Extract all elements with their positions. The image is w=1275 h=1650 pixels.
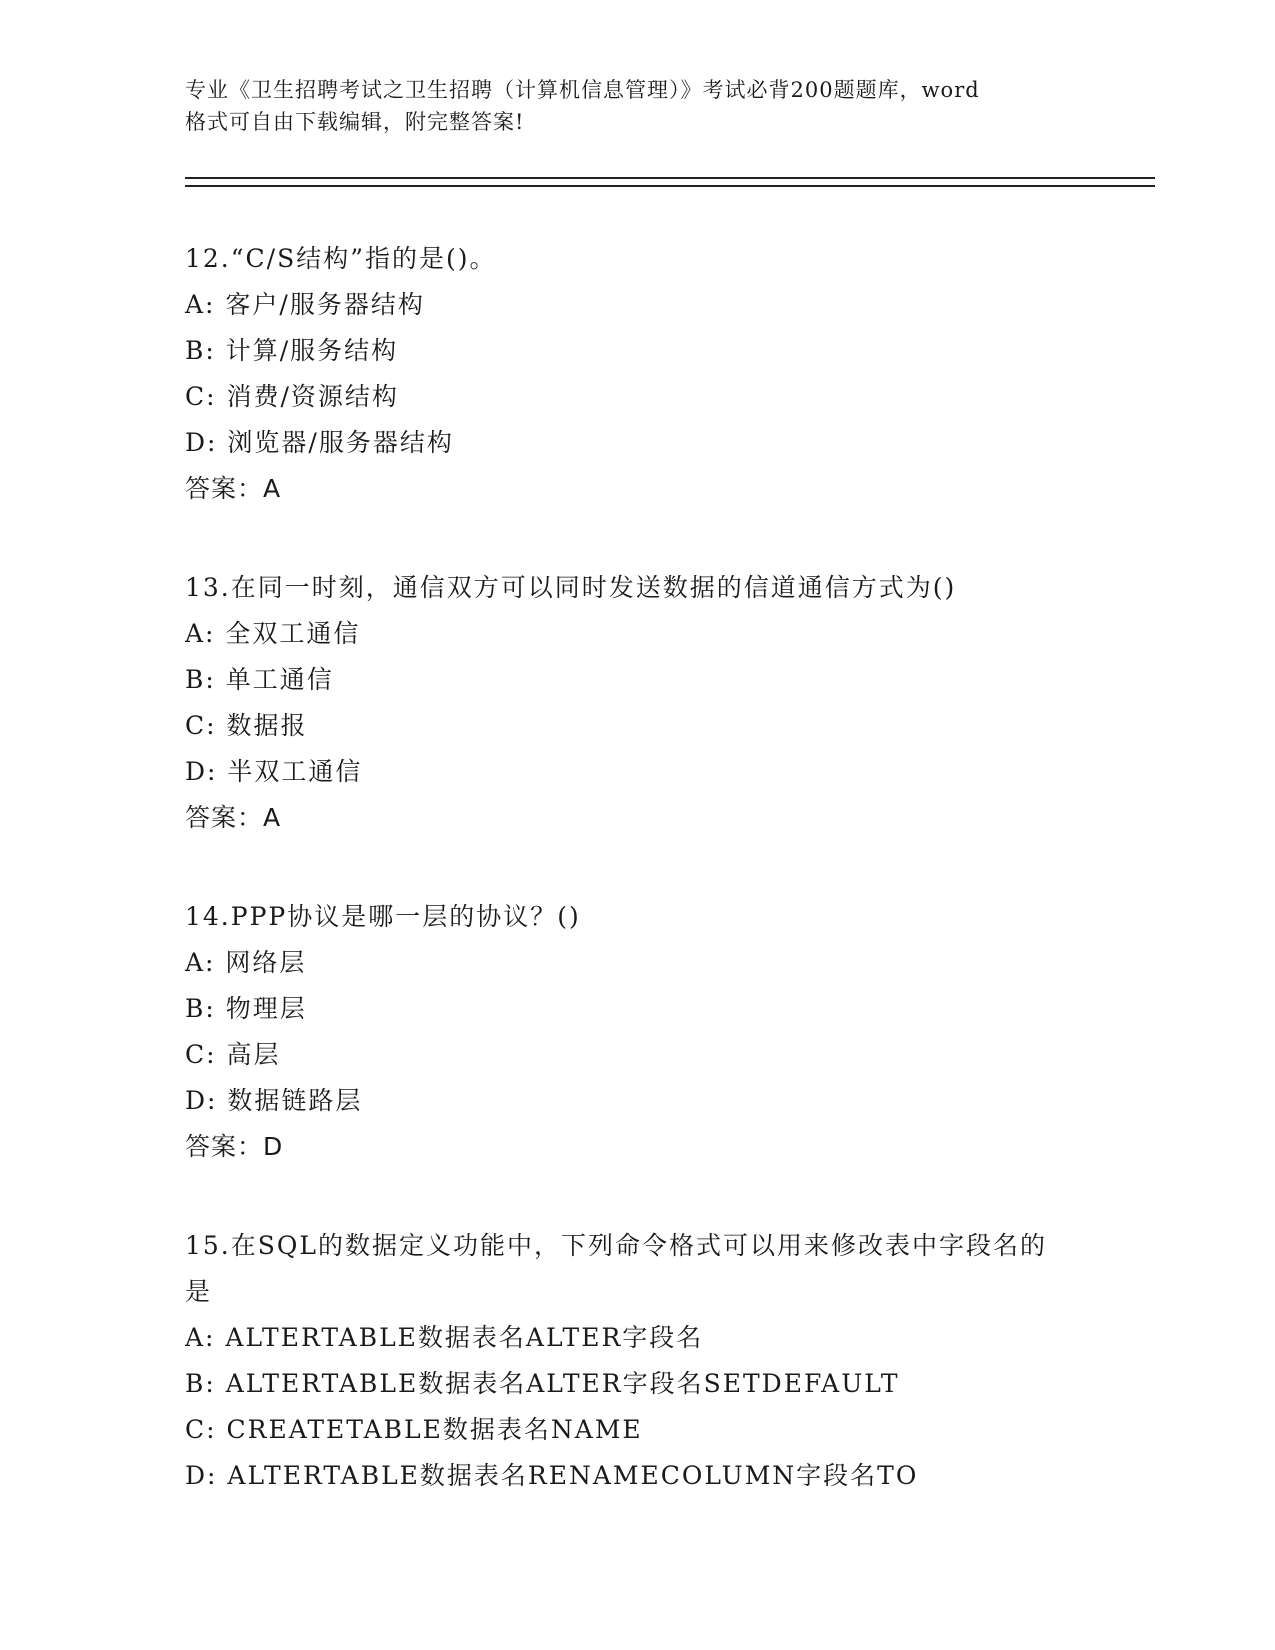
option-d: D: 数据链路层	[185, 1086, 363, 1115]
option-d: D: ALTERTABLE数据表名RENAMECOLUMN字段名TO	[185, 1461, 919, 1490]
question-list	[185, 236, 1085, 1552]
option-b: B: 计算/服务结构	[185, 336, 399, 365]
question-stem: 12.“C/S结构”指的是()。	[185, 244, 497, 273]
header-line-1: 专业《卫生招聘考试之卫生招聘（计算机信息管理）》考试必背200题题库，word	[185, 78, 980, 102]
question-stem: 15.在SQL的数据定义功能中，下列命令格式可以用来修改表中字段名的是	[185, 1231, 1047, 1306]
option-a: A: ALTERTABLE数据表名ALTER字段名	[185, 1323, 704, 1352]
option-d: D: 浏览器/服务器结构	[185, 428, 454, 457]
option-a: A: 全双工通信	[185, 619, 361, 648]
question-15	[185, 1223, 1085, 1499]
option-b: B: 单工通信	[185, 665, 334, 694]
question-13	[185, 565, 1085, 841]
answer-label: 答案：A	[185, 474, 282, 503]
question-12	[185, 236, 1085, 512]
option-c: C: 高层	[185, 1040, 281, 1069]
option-c: C: 消费/资源结构	[185, 382, 399, 411]
option-a: A: 客户/服务器结构	[185, 290, 425, 319]
option-c: C: 数据报	[185, 711, 308, 740]
option-b: B: 物理层	[185, 994, 307, 1023]
header-divider	[185, 177, 1155, 187]
question-14	[185, 894, 1085, 1170]
header-line-2: 格式可自由下载编辑，附完整答案!	[185, 110, 525, 134]
question-stem: 14.PPP协议是哪一层的协议？()	[185, 902, 581, 931]
option-c: C: CREATETABLE数据表名NAME	[185, 1415, 643, 1444]
option-a: A: 网络层	[185, 948, 307, 977]
document-header	[185, 74, 1085, 138]
option-b: B: ALTERTABLE数据表名ALTER字段名SETDEFAULT	[185, 1369, 900, 1398]
answer-label: 答案：A	[185, 803, 282, 832]
option-d: D: 半双工通信	[185, 757, 363, 786]
answer-label: 答案：D	[185, 1132, 284, 1161]
question-stem: 13.在同一时刻，通信双方可以同时发送数据的信道通信方式为()	[185, 573, 957, 602]
